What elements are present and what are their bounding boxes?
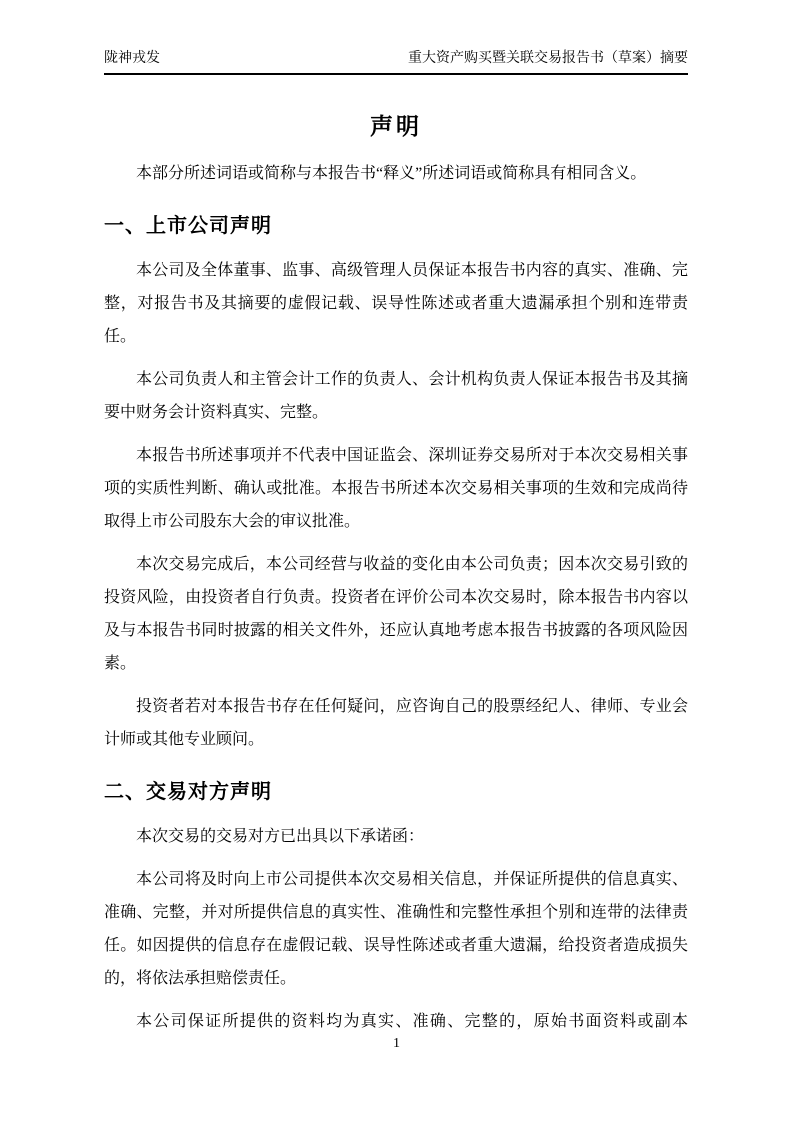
section-1-heading: 一、上市公司声明 [104, 215, 272, 237]
header-doc-title: 重大资产购买暨关联交易报告书（草案）摘要 [408, 51, 688, 66]
page-header [104, 0, 688, 75]
paragraph-continued: 本公司保证所提供的资料均为真实、准确、完整的，原始书面资料或副本 [136, 1013, 688, 1030]
paragraph: 本公司负责人和主管会计工作的负责人、会计机构负责人保证本报告书及其摘要中财务会计资料真实、完整。 [104, 371, 688, 421]
section-2-heading: 二、交易对方声明 [104, 781, 272, 803]
page-number: 1 [393, 1036, 400, 1051]
paragraph: 本次交易的交易对方已出具以下承诺函： [136, 828, 425, 845]
paragraph: 本次交易完成后，本公司经营与收益的变化由本公司负责；因本次交易引致的投资风险，由投资者自行负责。投资者在评价公司本次交易时，除本报告书内容以及与本报告书同时披露的相关文件外，还应认真地考虑本报告书披露的各项风险因素。 [104, 556, 688, 672]
intro-paragraph: 本部分所述词语或简称与本报告书“释义”所述词语或简称具有相同含义。 [136, 165, 647, 182]
paragraph: 本公司将及时向上市公司提供本次交易相关信息，并保证所提供的信息真实、准确、完整，并对所提供信息的真实性、准确性和完整性承担个别和连带的法律责任。如因提供的信息存在虚假记载、误导性陈述或者重大遗漏，给投资者造成损失的，将依法承担赔偿责任。 [104, 871, 688, 987]
paragraph: 本报告书所述事项并不代表中国证监会、深圳证券交易所对于本次交易相关事项的实质性判断、确认或批准。本报告书所述本次交易相关事项的生效和完成尚待取得上市公司股东大会的审议批准。 [104, 447, 688, 530]
document-title: 声明 [370, 113, 422, 139]
paragraph: 本公司及全体董事、监事、高级管理人员保证本报告书内容的真实、准确、完整，对报告书及其摘要的虚假记载、误导性陈述或者重大遗漏承担个别和连带责任。 [104, 262, 688, 345]
section-counterparty-declaration [104, 778, 688, 1038]
header-company-short: 陇神戎发 [104, 51, 160, 66]
section-listed-company-declaration [104, 212, 688, 756]
paragraph: 投资者若对本报告书存在任何疑问，应咨询自己的股票经纪人、律师、专业会计师或其他专业顾问。 [104, 698, 688, 748]
